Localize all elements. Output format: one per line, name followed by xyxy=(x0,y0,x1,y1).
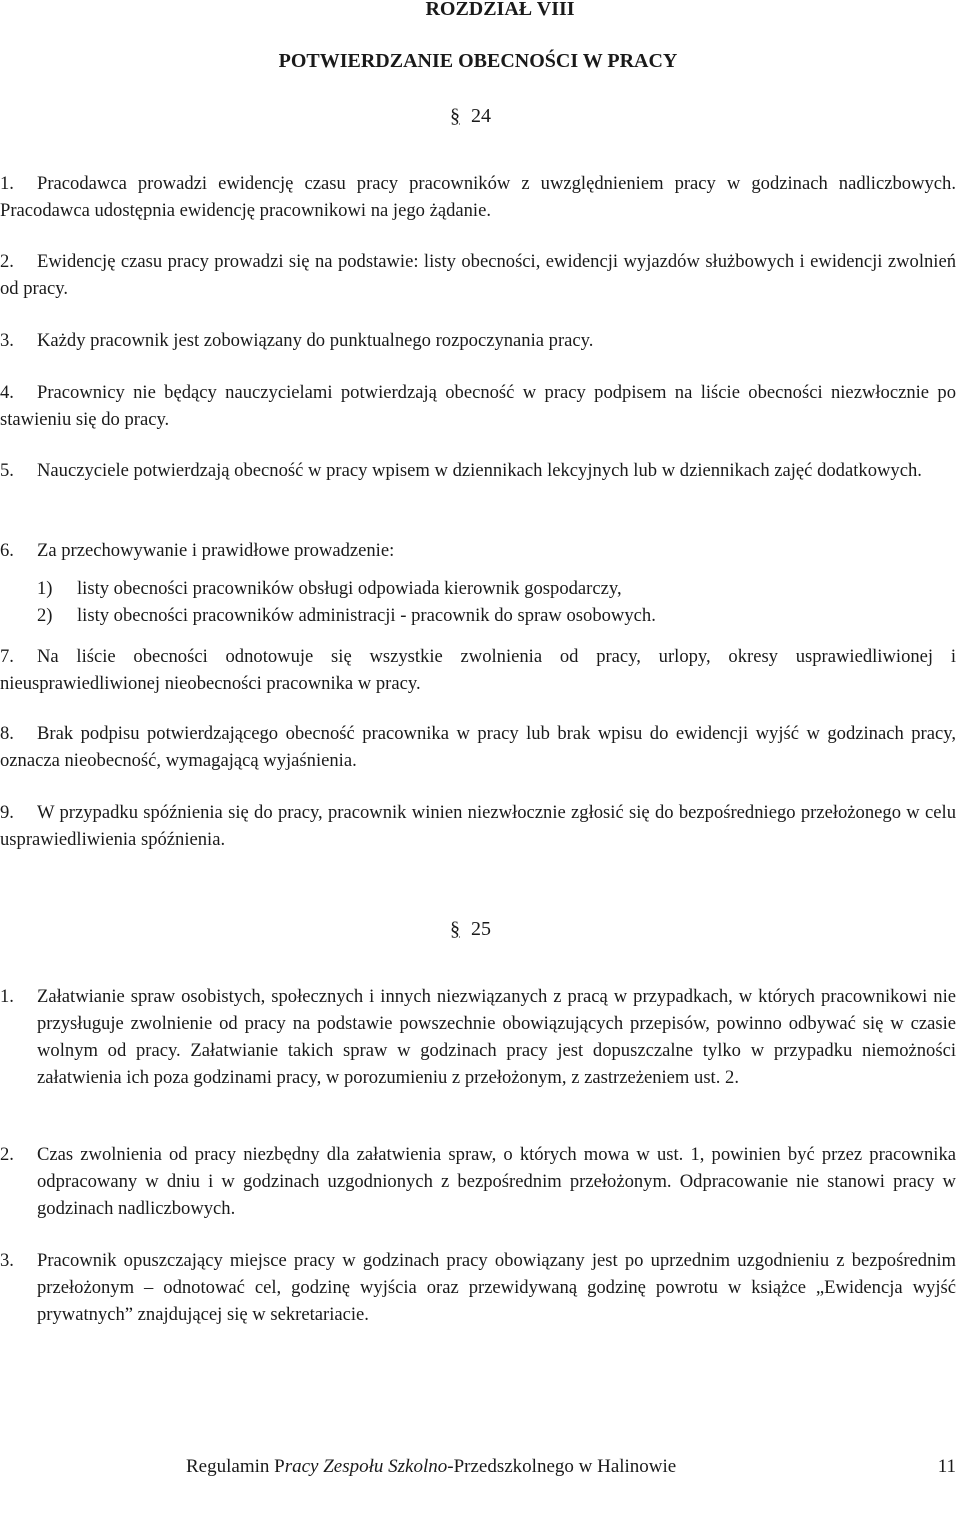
list-item xyxy=(0,327,956,354)
list-item xyxy=(0,170,956,224)
item-number: 1. xyxy=(0,173,14,194)
chapter-title: ROZDZIAŁ VIII xyxy=(425,0,575,20)
item-text: Czas zwolnienia od pracy niezbędny dla załatwienia spraw, o których mowa w ust. 1, powinien być przez pracownika odpracowany w dniu i w godzinach uzgodnionych z bezpośrednim przełożonym. Odpracowanie nie stanowi pracy w godzinach nadliczbowych. xyxy=(37,1144,956,1219)
item-text: Każdy pracownik jest zobowiązany do punktualnego rozpoczynania pracy. xyxy=(37,330,594,351)
paragraph-sign: § xyxy=(450,105,460,127)
list-item xyxy=(0,1141,956,1222)
item-number: 7. xyxy=(0,646,14,667)
item-text: Pracodawca prowadzi ewidencję czasu pracy pracowników z uwzględnieniem pracy w godzinach nadliczbowych. Pracodawca udostępnia ewidencję pracownikowi na jego żądanie. xyxy=(0,173,956,221)
item-number: 6. xyxy=(0,540,14,561)
item-text: Brak podpisu potwierdzającego obecność pracownika w pracy lub brak wpisu do ewidencji wyjść w godzinach pracy, oznacza nieobecność, wymagającą wyjaśnienia. xyxy=(0,723,956,771)
list-item xyxy=(0,1247,956,1328)
section-25-heading xyxy=(450,916,530,943)
item-number: 8. xyxy=(0,723,14,744)
list-item xyxy=(0,799,956,853)
item-text: Załatwianie spraw osobistych, społecznych i innych niezwiązanych z pracą w przypadkach, w których pracownikowi nie przysługuje zwolnienie od pracy na podstawie powszechnie obowiązujących przepisów, powinno odbywać się w czasie wolnym od pracy. Załatwianie takich spraw w godzinach pracy jest dopuszczalne tylko w przypadku niemożności załatwienia ich poza godzinami pracy, w porozumieniu z przełożonym, z zastrzeżeniem ust. 2. xyxy=(37,986,956,1088)
footer-title-part1: Regulamin P xyxy=(186,1456,285,1477)
item-text: Pracownicy nie będący nauczycielami potwierdzają obecność w pracy podpisem na liście obecności niezwłocznie po stawieniu się do pracy. xyxy=(0,382,956,430)
sub-list-item xyxy=(37,575,956,602)
list-item xyxy=(0,983,956,1091)
footer-title-part3: -Przedszkolnego w Halinowie xyxy=(447,1456,677,1477)
item-text: W przypadku spóźnienia się do pracy, pracownik winien niezwłocznie zgłosić się do bezpośredniego przełożonego w celu usprawiedliwienia spóźnienia. xyxy=(0,802,956,850)
footer-title-part2: racy Zespołu Szkolno xyxy=(284,1456,448,1477)
list-item xyxy=(0,720,956,774)
item-text: Ewidencję czasu pracy prowadzi się na podstawie: listy obecności, ewidencji wyjazdów służbowych i ewidencji zwolnień od pracy. xyxy=(0,251,956,299)
section-24-heading xyxy=(450,103,530,130)
chapter-subtitle: POTWIERDZANIE OBECNOŚCI W PRACY xyxy=(278,50,678,72)
item-number: 3. xyxy=(0,330,14,351)
item-text: Nauczyciele potwierdzają obecność w pracy wpisem w dziennikach lekcyjnych lub w dziennikach zajęć dodatkowych. xyxy=(37,460,922,481)
item-number: 9. xyxy=(0,802,14,823)
item-number: 2. xyxy=(0,1144,14,1165)
sub-item-text: listy obecności pracowników administracji - pracownik do spraw osobowych. xyxy=(77,605,656,626)
item-number: 3. xyxy=(0,1250,14,1271)
sub-list-item xyxy=(37,602,956,629)
sub-item-text: listy obecności pracowników obsługi odpowiada kierownik gospodarczy, xyxy=(77,578,622,599)
item-text: Na liście obecności odnotowuje się wszystkie zwolnienia od pracy, urlopy, okresy usprawiedliwionej i nieusprawiedliwionej nieobecności pracownika w pracy. xyxy=(0,646,956,694)
list-item xyxy=(0,537,956,564)
list-item xyxy=(0,379,956,433)
item-number: 1. xyxy=(0,986,14,1007)
sub-item-number: 2) xyxy=(37,605,53,626)
item-text: Za przechowywanie i prawidłowe prowadzenie: xyxy=(37,540,395,561)
sub-item-number: 1) xyxy=(37,578,53,599)
list-item xyxy=(0,457,956,484)
footer-title xyxy=(186,1453,676,1480)
list-item xyxy=(0,643,956,697)
section-number: 24 xyxy=(471,105,491,127)
item-text: Pracownik opuszczający miejsce pracy w godzinach pracy obowiązany jest po uprzednim uzgodnieniu z bezpośrednim przełożonym – odnotować cel, godzinę wyjścia oraz przewidywaną godzinę powrotu w książce „Ewidencja wyjść prywatnych” znajdującej się w sekretariacie. xyxy=(37,1250,956,1325)
section-number: 25 xyxy=(471,918,491,940)
item-number: 4. xyxy=(0,382,14,403)
item-number: 2. xyxy=(0,251,14,272)
list-item xyxy=(0,248,956,302)
page-number: 11 xyxy=(937,1456,956,1477)
paragraph-sign: § xyxy=(450,918,460,940)
item-number: 5. xyxy=(0,460,14,481)
